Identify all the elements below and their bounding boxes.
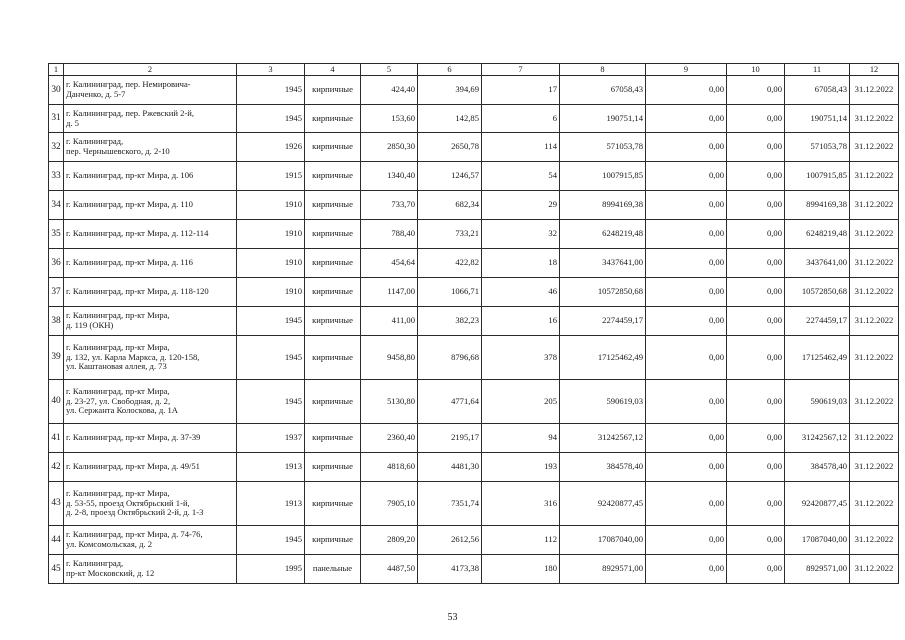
living-area-cell: 4173,38 — [418, 555, 482, 584]
residents-count-cell: 46 — [482, 278, 560, 307]
address-cell — [64, 307, 237, 336]
wall-material-cell: кирпичные — [305, 278, 361, 307]
federal-funds-cell: 0,00 — [646, 424, 727, 453]
address-cell — [64, 249, 237, 278]
regional-funds-cell: 0,00 — [727, 278, 785, 307]
completion-date-cell: 31.12.2022 — [850, 380, 899, 424]
federal-funds-cell: 0,00 — [646, 133, 727, 162]
address-line: ул. Комсомольская, д. 2 — [66, 539, 153, 549]
address-line: г. Калининград, пр-кт Мира, д. 106 — [66, 170, 194, 181]
address-cell — [64, 424, 237, 453]
address-line: г. Калининград, — [66, 558, 124, 569]
table-row — [49, 380, 899, 424]
wall-material-cell: кирпичные — [305, 453, 361, 482]
address-cell — [64, 453, 237, 482]
year-built-cell: 1913 — [237, 453, 305, 482]
living-area-cell: 1246,57 — [418, 162, 482, 191]
table-row — [49, 482, 899, 526]
living-area-cell: 2612,56 — [418, 526, 482, 555]
federal-funds-cell: 0,00 — [646, 482, 727, 526]
row-number-cell: 31 — [49, 105, 64, 133]
living-area-cell: 382,23 — [418, 307, 482, 336]
column-number-5: 5 — [361, 64, 418, 76]
table-row — [49, 162, 899, 191]
local-funds-cell: 1007915,85 — [785, 162, 850, 191]
completion-date-cell: 31.12.2022 — [850, 424, 899, 453]
address-cell — [64, 133, 237, 162]
residents-count-cell: 112 — [482, 526, 560, 555]
address-cell — [64, 336, 237, 380]
total-cost-cell: 384578,40 — [560, 453, 646, 482]
year-built-cell: 1910 — [237, 220, 305, 249]
row-number-cell: 32 — [49, 133, 64, 162]
address-line: г. Калининград, пр-кт Мира, — [66, 342, 170, 353]
total-area-cell: 411,00 — [361, 307, 418, 336]
total-cost-cell: 2274459,17 — [560, 307, 646, 336]
table-row — [49, 105, 899, 133]
address-cell — [64, 482, 237, 526]
year-built-cell: 1913 — [237, 482, 305, 526]
column-number-9: 9 — [646, 64, 727, 76]
federal-funds-cell: 0,00 — [646, 162, 727, 191]
federal-funds-cell: 0,00 — [646, 278, 727, 307]
address-cell — [64, 278, 237, 307]
table-row — [49, 336, 899, 380]
address-line: г. Калининград, пр-кт Мира, д. 110 — [66, 199, 193, 210]
regional-funds-cell: 0,00 — [727, 162, 785, 191]
column-number-11: 11 — [785, 64, 850, 76]
address-cell — [64, 220, 237, 249]
row-number-cell: 40 — [49, 380, 64, 424]
column-number-6: 6 — [418, 64, 482, 76]
completion-date-cell: 31.12.2022 — [850, 526, 899, 555]
address-cell — [64, 191, 237, 220]
local-funds-cell: 8994169,38 — [785, 191, 850, 220]
wall-material-cell: кирпичные — [305, 424, 361, 453]
total-cost-cell: 190751,14 — [560, 105, 646, 133]
address-line: г. Калининград, пр-кт Мира, д. 37-39 — [66, 432, 201, 443]
living-area-cell: 2650,78 — [418, 133, 482, 162]
total-area-cell: 2360,40 — [361, 424, 418, 453]
residents-count-cell: 16 — [482, 307, 560, 336]
local-funds-cell: 590619,03 — [785, 380, 850, 424]
total-cost-cell: 92420877,45 — [560, 482, 646, 526]
federal-funds-cell: 0,00 — [646, 336, 727, 380]
total-area-cell: 2809,20 — [361, 526, 418, 555]
total-area-cell: 1340,40 — [361, 162, 418, 191]
housing-register-table — [48, 63, 899, 584]
residents-count-cell: 94 — [482, 424, 560, 453]
address-line: пр-кт Московский, д. 12 — [66, 568, 155, 578]
address-cell — [64, 380, 237, 424]
address-line: д. 119 (ОКН) — [66, 320, 114, 330]
year-built-cell: 1945 — [237, 526, 305, 555]
federal-funds-cell: 0,00 — [646, 220, 727, 249]
local-funds-cell: 92420877,45 — [785, 482, 850, 526]
regional-funds-cell: 0,00 — [727, 555, 785, 584]
total-area-cell: 7905,10 — [361, 482, 418, 526]
address-line: ул. Каштановая аллея, д. 73 — [66, 361, 167, 372]
address-line: г. Калининград, пр-кт Мира, — [66, 310, 170, 321]
completion-date-cell: 31.12.2022 — [850, 133, 899, 162]
wall-material-cell: кирпичные — [305, 133, 361, 162]
year-built-cell: 1937 — [237, 424, 305, 453]
total-area-cell: 153,60 — [361, 105, 418, 133]
row-number-cell: 37 — [49, 278, 64, 307]
total-area-cell: 1147,00 — [361, 278, 418, 307]
local-funds-cell: 10572850,68 — [785, 278, 850, 307]
local-funds-cell: 2274459,17 — [785, 307, 850, 336]
wall-material-cell: кирпичные — [305, 482, 361, 526]
table-row — [49, 424, 899, 453]
total-area-cell: 5130,80 — [361, 380, 418, 424]
residents-count-cell: 193 — [482, 453, 560, 482]
total-area-cell: 454,64 — [361, 249, 418, 278]
completion-date-cell: 31.12.2022 — [850, 162, 899, 191]
address-line: г. Калининград, пр-кт Мира, д. 74-76, — [66, 529, 203, 540]
regional-funds-cell: 0,00 — [727, 191, 785, 220]
year-built-cell: 1945 — [237, 336, 305, 380]
total-area-cell: 4818,60 — [361, 453, 418, 482]
wall-material-cell: кирпичные — [305, 191, 361, 220]
regional-funds-cell: 0,00 — [727, 453, 785, 482]
column-number-1: 1 — [49, 64, 64, 76]
table-row — [49, 278, 899, 307]
residents-count-cell: 32 — [482, 220, 560, 249]
row-number-cell: 38 — [49, 307, 64, 336]
wall-material-cell: кирпичные — [305, 105, 361, 133]
residents-count-cell: 114 — [482, 133, 560, 162]
living-area-cell: 7351,74 — [418, 482, 482, 526]
register-sheet — [48, 63, 894, 584]
row-number-cell: 41 — [49, 424, 64, 453]
row-number-cell: 34 — [49, 191, 64, 220]
total-cost-cell: 67058,43 — [560, 76, 646, 105]
local-funds-cell: 190751,14 — [785, 105, 850, 133]
page-number: 53 — [447, 612, 458, 623]
table-row — [49, 220, 899, 249]
row-number-cell: 33 — [49, 162, 64, 191]
wall-material-cell: кирпичные — [305, 307, 361, 336]
living-area-cell: 394,69 — [418, 76, 482, 105]
table-row — [49, 191, 899, 220]
completion-date-cell: 31.12.2022 — [850, 220, 899, 249]
wall-material-cell: кирпичные — [305, 526, 361, 555]
year-built-cell: 1910 — [237, 278, 305, 307]
completion-date-cell: 31.12.2022 — [850, 278, 899, 307]
completion-date-cell: 31.12.2022 — [850, 307, 899, 336]
column-number-3: 3 — [237, 64, 305, 76]
column-number-4: 4 — [305, 64, 361, 76]
row-number-cell: 30 — [49, 76, 64, 105]
local-funds-cell: 31242567,12 — [785, 424, 850, 453]
local-funds-cell: 8929571,00 — [785, 555, 850, 584]
total-area-cell: 424,40 — [361, 76, 418, 105]
federal-funds-cell: 0,00 — [646, 249, 727, 278]
local-funds-cell: 3437641,00 — [785, 249, 850, 278]
column-number-7: 7 — [482, 64, 560, 76]
table-row — [49, 555, 899, 584]
total-area-cell: 4487,50 — [361, 555, 418, 584]
address-cell — [64, 76, 237, 105]
living-area-cell: 4771,64 — [418, 380, 482, 424]
regional-funds-cell: 0,00 — [727, 482, 785, 526]
table-row — [49, 76, 899, 105]
total-area-cell: 733,70 — [361, 191, 418, 220]
address-line: Данченко, д. 5-7 — [66, 89, 126, 99]
total-cost-cell: 590619,03 — [560, 380, 646, 424]
row-number-cell: 45 — [49, 555, 64, 584]
address-line: г. Калининград, пр-кт Мира, — [66, 386, 170, 397]
address-cell — [64, 162, 237, 191]
year-built-cell: 1926 — [237, 133, 305, 162]
row-number-cell: 43 — [49, 482, 64, 526]
address-cell — [64, 526, 237, 555]
year-built-cell: 1945 — [237, 105, 305, 133]
local-funds-cell: 6248219,48 — [785, 220, 850, 249]
residents-count-cell: 205 — [482, 380, 560, 424]
address-line: ул. Сержанта Колоскова, д. 1А — [66, 405, 178, 416]
total-cost-cell: 17125462,49 — [560, 336, 646, 380]
total-cost-cell: 17087040,00 — [560, 526, 646, 555]
address-cell — [64, 555, 237, 584]
residents-count-cell: 378 — [482, 336, 560, 380]
year-built-cell: 1995 — [237, 555, 305, 584]
regional-funds-cell: 0,00 — [727, 76, 785, 105]
completion-date-cell: 31.12.2022 — [850, 336, 899, 380]
address-line: г. Калининград, пр-кт Мира, д. 49/51 — [66, 461, 200, 472]
regional-funds-cell: 0,00 — [727, 220, 785, 249]
completion-date-cell: 31.12.2022 — [850, 482, 899, 526]
row-number-cell: 39 — [49, 336, 64, 380]
table-row — [49, 249, 899, 278]
total-area-cell: 2850,30 — [361, 133, 418, 162]
local-funds-cell: 17125462,49 — [785, 336, 850, 380]
regional-funds-cell: 0,00 — [727, 336, 785, 380]
total-cost-cell: 10572850,68 — [560, 278, 646, 307]
row-number-cell: 42 — [49, 453, 64, 482]
total-area-cell: 9458,80 — [361, 336, 418, 380]
address-line: г. Калининград, пер. Ржевский 2-й, — [66, 107, 195, 118]
table-row — [49, 133, 899, 162]
total-cost-cell: 571053,78 — [560, 133, 646, 162]
regional-funds-cell: 0,00 — [727, 133, 785, 162]
address-line: г. Калининград, пр-кт Мира, — [66, 488, 170, 499]
total-cost-cell: 31242567,12 — [560, 424, 646, 453]
living-area-cell: 1066,71 — [418, 278, 482, 307]
address-line: г. Калининград, пр-кт Мира, д. 112-114 — [66, 228, 209, 239]
completion-date-cell: 31.12.2022 — [850, 249, 899, 278]
federal-funds-cell: 0,00 — [646, 76, 727, 105]
federal-funds-cell: 0,00 — [646, 555, 727, 584]
wall-material-cell: панельные — [305, 555, 361, 584]
regional-funds-cell: 0,00 — [727, 424, 785, 453]
living-area-cell: 142,85 — [418, 105, 482, 133]
living-area-cell: 8796,68 — [418, 336, 482, 380]
row-number-cell: 36 — [49, 249, 64, 278]
address-line: д. 5 — [66, 117, 79, 128]
federal-funds-cell: 0,00 — [646, 526, 727, 555]
column-number-10: 10 — [727, 64, 785, 76]
total-cost-cell: 3437641,00 — [560, 249, 646, 278]
address-cell — [64, 105, 237, 133]
address-line: г. Калининград, пр-кт Мира, д. 116 — [66, 257, 193, 268]
regional-funds-cell: 0,00 — [727, 380, 785, 424]
regional-funds-cell: 0,00 — [727, 526, 785, 555]
total-cost-cell: 6248219,48 — [560, 220, 646, 249]
federal-funds-cell: 0,00 — [646, 105, 727, 133]
year-built-cell: 1945 — [237, 76, 305, 105]
completion-date-cell: 31.12.2022 — [850, 191, 899, 220]
living-area-cell: 682,34 — [418, 191, 482, 220]
table-row — [49, 526, 899, 555]
regional-funds-cell: 0,00 — [727, 307, 785, 336]
living-area-cell: 4481,30 — [418, 453, 482, 482]
completion-date-cell: 31.12.2022 — [850, 76, 899, 105]
wall-material-cell: кирпичные — [305, 249, 361, 278]
table-body — [49, 64, 899, 584]
total-cost-cell: 1007915,85 — [560, 162, 646, 191]
local-funds-cell: 17087040,00 — [785, 526, 850, 555]
address-line: д. 132, ул. Карла Маркса, д. 120-158, — [66, 351, 200, 362]
completion-date-cell: 31.12.2022 — [850, 555, 899, 584]
living-area-cell: 2195,17 — [418, 424, 482, 453]
wall-material-cell: кирпичные — [305, 76, 361, 105]
federal-funds-cell: 0,00 — [646, 380, 727, 424]
local-funds-cell: 571053,78 — [785, 133, 850, 162]
total-area-cell: 788,40 — [361, 220, 418, 249]
local-funds-cell: 67058,43 — [785, 76, 850, 105]
wall-material-cell: кирпичные — [305, 380, 361, 424]
column-number-row — [49, 64, 899, 76]
row-number-cell: 44 — [49, 526, 64, 555]
residents-count-cell: 316 — [482, 482, 560, 526]
year-built-cell: 1945 — [237, 307, 305, 336]
column-number-8: 8 — [560, 64, 646, 76]
federal-funds-cell: 0,00 — [646, 453, 727, 482]
wall-material-cell: кирпичные — [305, 162, 361, 191]
year-built-cell: 1910 — [237, 191, 305, 220]
column-number-2: 2 — [64, 64, 237, 76]
local-funds-cell: 384578,40 — [785, 453, 850, 482]
address-line: д. 53-55, проезд Октябрьский 1-й, — [66, 497, 190, 508]
address-line: г. Калининград, пер. Немировича- — [66, 79, 191, 90]
residents-count-cell: 17 — [482, 76, 560, 105]
row-number-cell: 35 — [49, 220, 64, 249]
living-area-cell: 422,82 — [418, 249, 482, 278]
regional-funds-cell: 0,00 — [727, 105, 785, 133]
year-built-cell: 1910 — [237, 249, 305, 278]
address-line: г. Калининград, пр-кт Мира, д. 118-120 — [66, 286, 209, 297]
residents-count-cell: 180 — [482, 555, 560, 584]
residents-count-cell: 54 — [482, 162, 560, 191]
address-line: пер. Чернышевского, д. 2-10 — [66, 146, 170, 156]
completion-date-cell: 31.12.2022 — [850, 105, 899, 133]
address-line: д. 23-27, ул. Свободная, д. 2, — [66, 395, 171, 406]
address-line: г. Калининград, — [66, 136, 124, 147]
residents-count-cell: 18 — [482, 249, 560, 278]
federal-funds-cell: 0,00 — [646, 191, 727, 220]
table-row — [49, 307, 899, 336]
total-cost-cell: 8994169,38 — [560, 191, 646, 220]
residents-count-cell: 29 — [482, 191, 560, 220]
wall-material-cell: кирпичные — [305, 220, 361, 249]
year-built-cell: 1945 — [237, 380, 305, 424]
year-built-cell: 1915 — [237, 162, 305, 191]
column-number-12: 12 — [850, 64, 899, 76]
address-line: д. 2-8, проезд Октябрьский 2-й, д. 1-3 — [66, 507, 204, 518]
federal-funds-cell: 0,00 — [646, 307, 727, 336]
regional-funds-cell: 0,00 — [727, 249, 785, 278]
wall-material-cell: кирпичные — [305, 336, 361, 380]
living-area-cell: 733,21 — [418, 220, 482, 249]
residents-count-cell: 6 — [482, 105, 560, 133]
completion-date-cell: 31.12.2022 — [850, 453, 899, 482]
total-cost-cell: 8929571,00 — [560, 555, 646, 584]
table-row — [49, 453, 899, 482]
